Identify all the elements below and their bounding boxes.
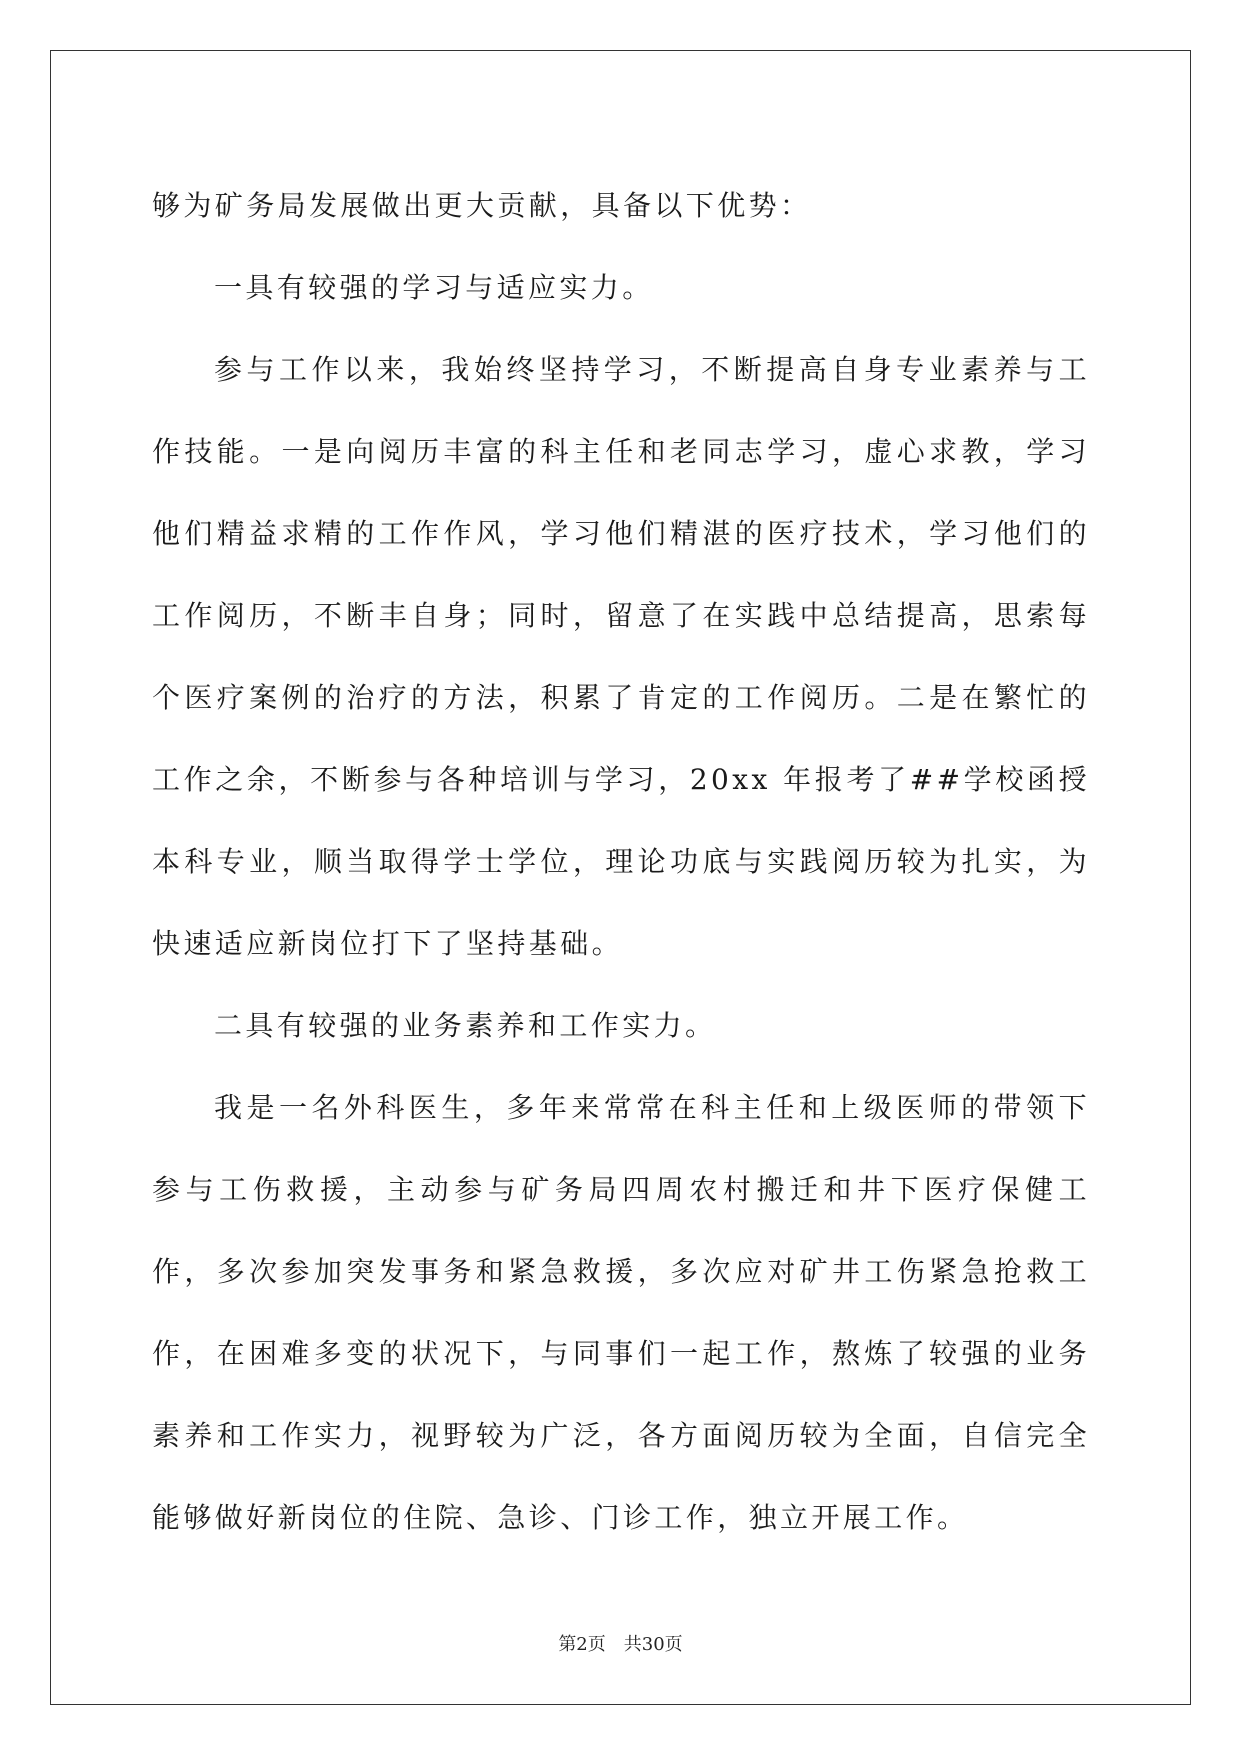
document-body <box>152 165 1090 1559</box>
section-heading-learning: 一具有较强的学习与适应实力。 <box>214 271 654 304</box>
paragraph-continuation: 够为矿务局发展做出更大贡献，具备以下优势： <box>152 189 812 222</box>
section-heading-professional: 二具有较强的业务素养和工作实力。 <box>214 1009 717 1042</box>
paragraph-professional: 我是一名外科医生，多年来常常在科主任和上级医师的带领下参与工伤救援，主动参与矿务局四周农村搬迁和井下医疗保健工作，多次参加突发事务和紧急救援，多次应对矿井工伤紧急抢救工作，在困难多变的状况下，与同事们一起工作，熬炼了较强的业务素养和工作实力，视野较为广泛，各方面阅历较为全面，自信完全能够做好新岗位的住院、急诊、门诊工作，独立开展工作。 <box>152 1091 1090 1534</box>
page-number-footer: 第2页 共30页 <box>558 1634 683 1655</box>
paragraph-learning: 参与工作以来，我始终坚持学习，不断提高自身专业素养与工作技能。一是向阅历丰富的科主任和老同志学习，虚心求教，学习他们精益求精的工作作风，学习他们精湛的医疗技术，学习他们的工作阅历，不断丰自身；同时，留意了在实践中总结提高，思索每个医疗案例的治疗的方法，积累了肯定的工作阅历。二是在繁忙的工作之余，不断参与各种培训与学习，20xx 年报考了##学校函授本科专业，顺当取得学士学位，理论功底与实践阅历较为扎实，为快速适应新岗位打下了坚持基础。 <box>152 353 1090 960</box>
